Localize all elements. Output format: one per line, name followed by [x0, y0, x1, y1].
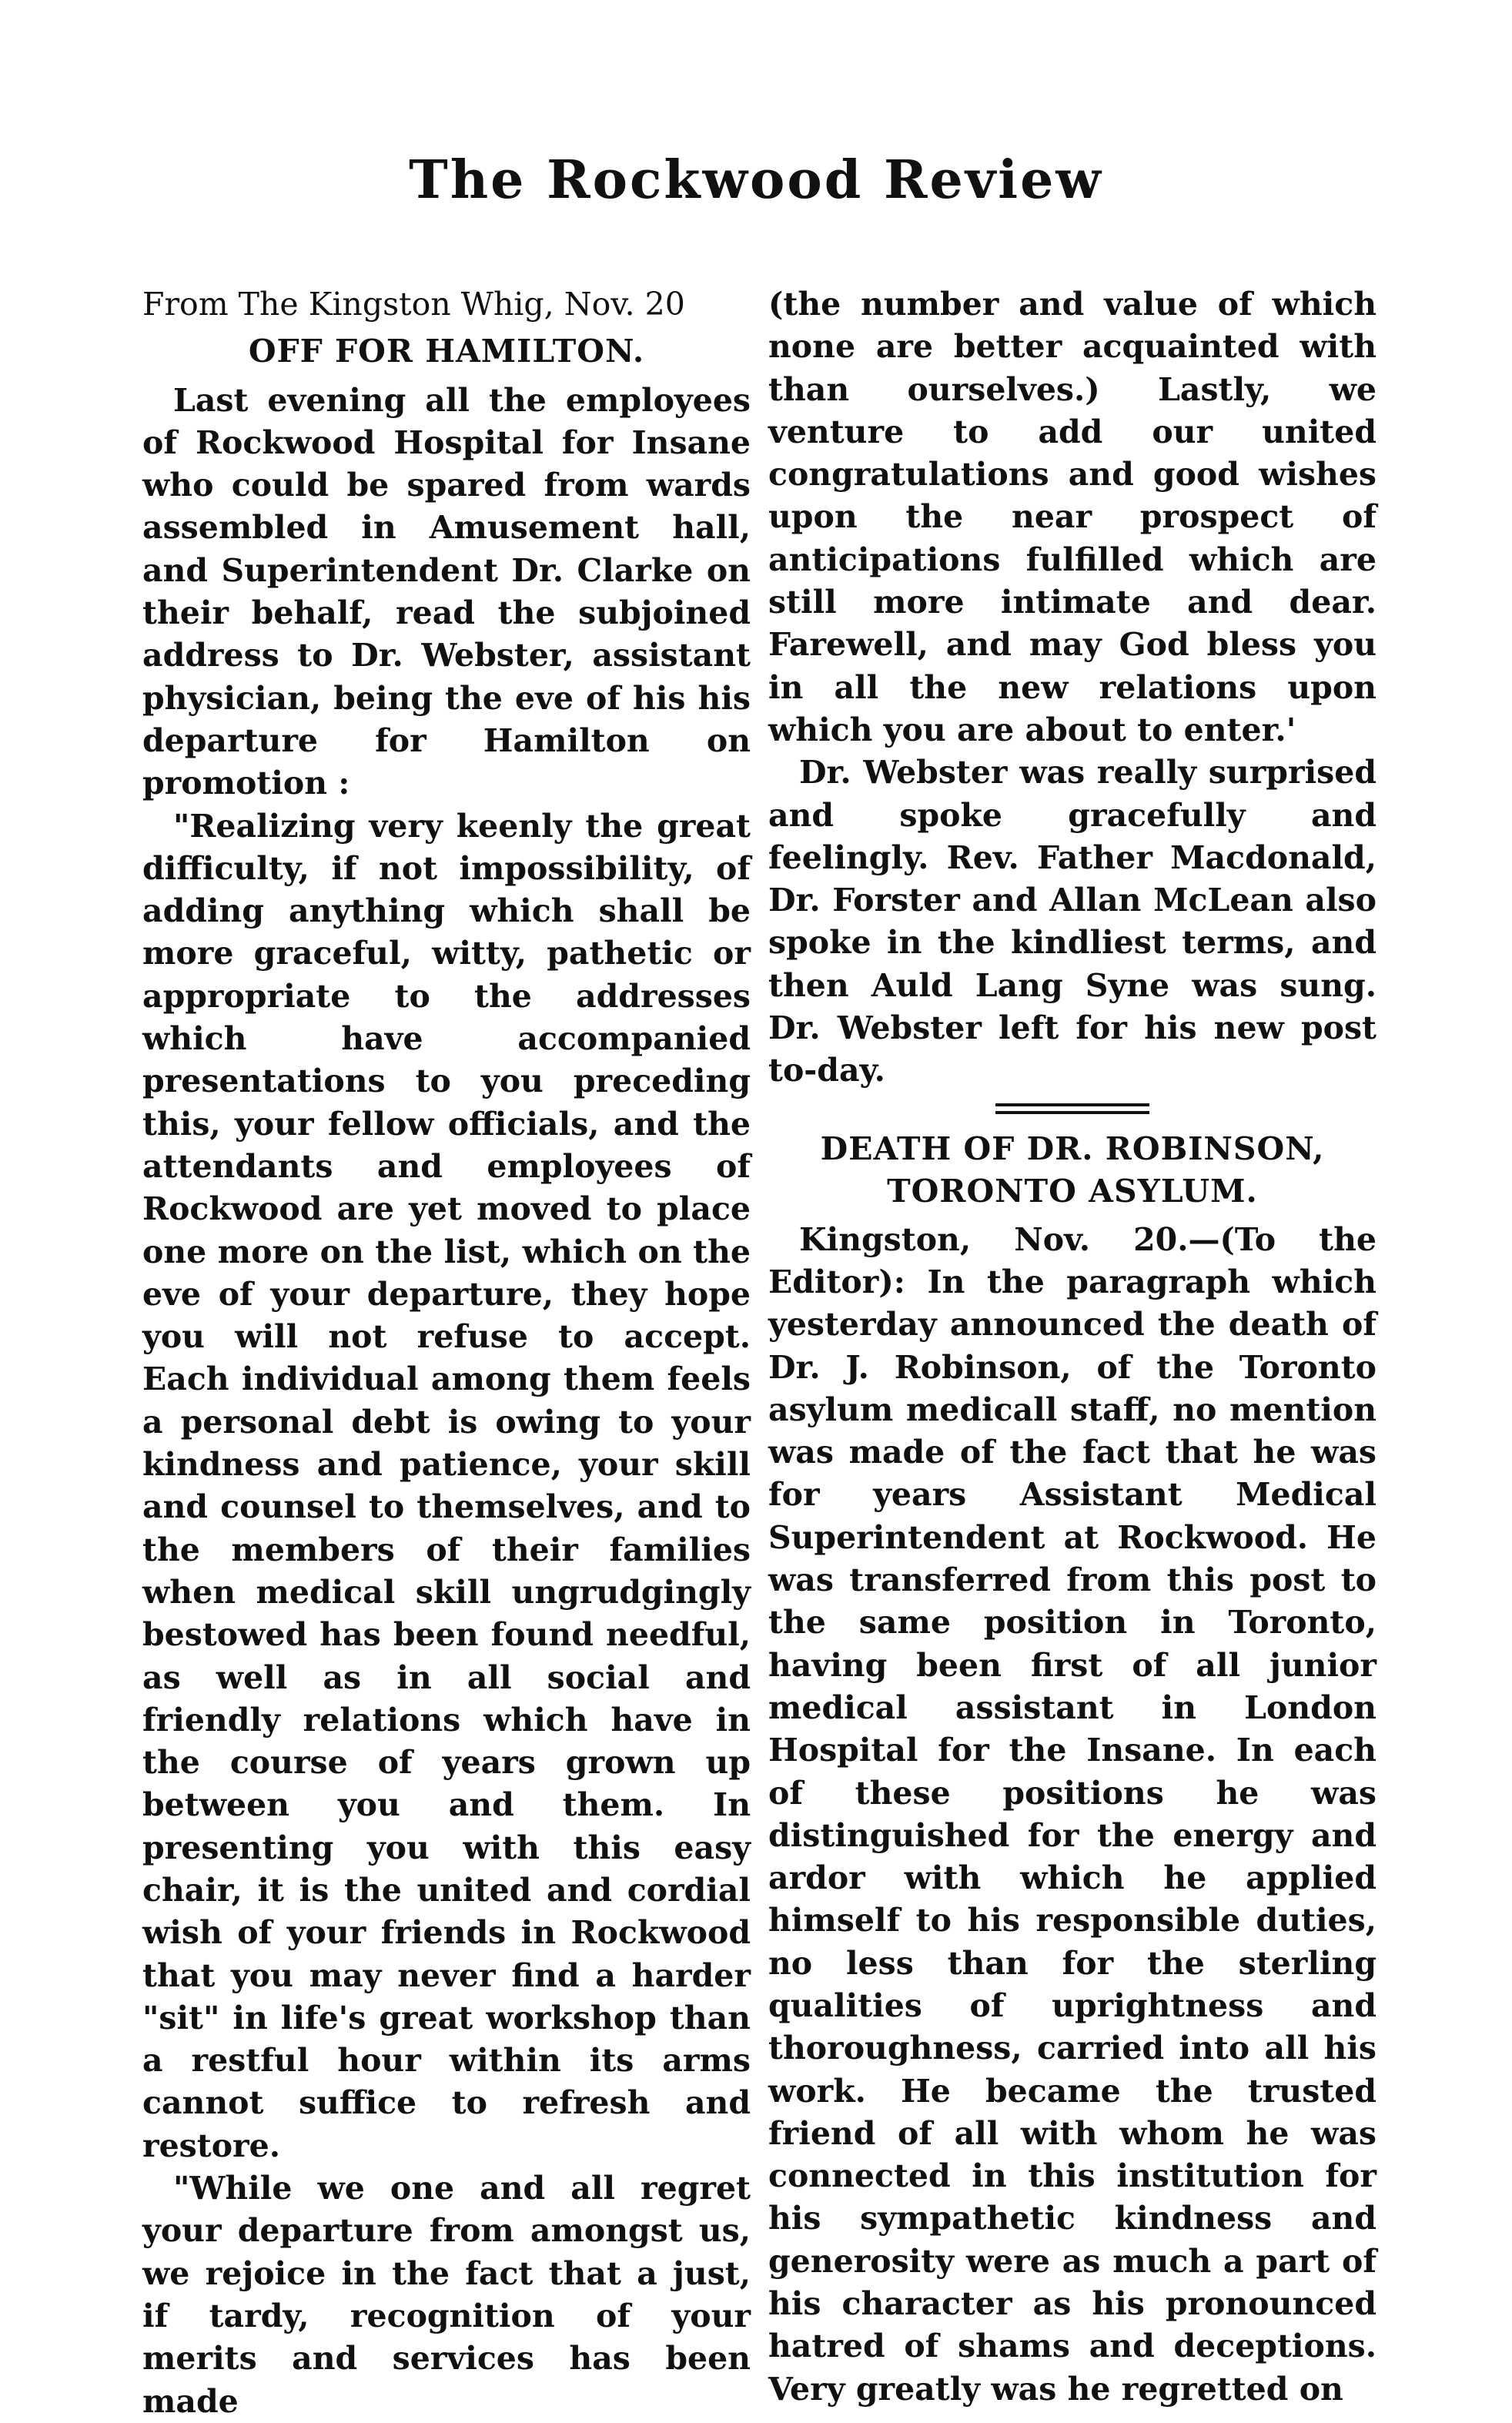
- article-headline-hamilton: OFF FOR HAMILTON.: [248, 333, 645, 370]
- article-paragraph: Dr. Webster was really surprised and spoke gracefully and feelingly. Rev. Father Macdonald, Dr. Forster and Allan McLean also spoke in the kindliest terms, and then Auld Lang Syne was sung. Dr. Webster left for his new post to-day.: [768, 754, 1377, 1089]
- article-continuation: (the number and value of which none are better acquainted with than ourselves.) Lastly, we venture to add our united congratulations and good wishes upon the near prospect of anticipations fulfilled which are still more intimate and dear. Farewell, and may God bless you in all the new relations upon which you are about to enter.': [768, 286, 1377, 748]
- source-line: From The Kingston Whig, Nov. 20: [142, 286, 685, 323]
- article-paragraph: Kingston, Nov. 20.—(To the Editor): In the paragraph which yesterday announced the death of Dr. J. Robinson, of the Toronto asylum medicall staff, no mention was made of the fact that he was for years Assistant Medical Superintendent at Rockwood. He was transferred from this post to the same position in Toronto, having been first of all junior medical assistant in London Hospital for the Insane. In each of these positions he was distinguished for the energy and ardor with which he applied himself to his responsible duties, no less than for the sterling qualities of uprightness and thoroughness, carried into all his work. He became the trusted friend of all with whom he was connected in this institution for his sympathetic kindness and generosity were as much a part of his character as his pronounced hatred of shams and deceptions. Very greatly was he regretted on: [768, 1220, 1377, 2408]
- left-column: [142, 283, 751, 2423]
- article-paragraph: Last evening all the employees of Rockwood Hospital for Insane who could be spared from wards assembled in Amusement hall, and Superintendent Dr. Clarke on their behalf, read the subjoined address to Dr. Webster, assistant physician, being the eve of his his departure for Hamilton on promotion :: [142, 381, 751, 802]
- article-paragraph: "While we one and all regret your departure from amongst us, we rejoice in the fact that a just, if tardy, recognition of your merits and services has been made: [142, 2170, 751, 2420]
- article-headline-robinson: DEATH OF DR. ROBINSON, TORONTO ASYLUM.: [820, 1130, 1325, 1210]
- masthead-title: The Rockwood Review: [409, 149, 1103, 211]
- right-column: [768, 283, 1377, 2411]
- section-divider: [995, 1103, 1149, 1114]
- article-paragraph: "Realizing very keenly the great difficulty, if not impossibility, of adding anything which shall be more graceful, witty, pathetic or appropriate to the addresses which have accompanied presentations to you preceding this, your fellow officials, and the attendants and employees of Rockwood are yet moved to place one more on the list, which on the eve of your departure, they hope you will not refuse to accept. Each individual among them feels a personal debt is owing to your kindness and patience, your skill and counsel to themselves, and to the members of their families when medical skill ungrudgingly bestowed has been found needful, as well as in all social and friendly relations which have in the course of years grown up between you and them. In presenting you with this easy chair, it is the united and cordial wish of your friends in Rockwood that you may never find a harder "sit" in life's great workshop than a restful hour within its arms cannot suffice to refresh and restore.: [142, 807, 751, 2164]
